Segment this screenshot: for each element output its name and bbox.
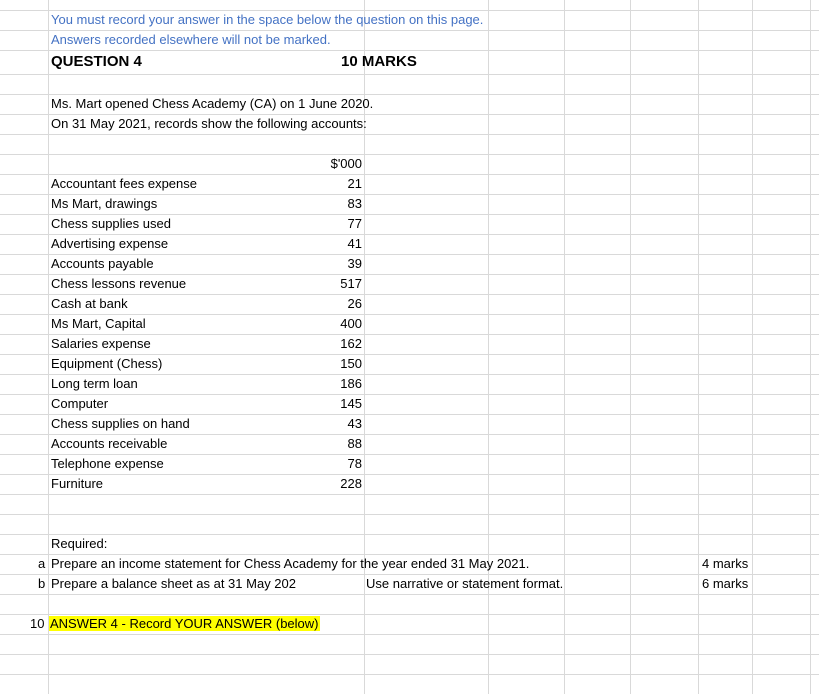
account-value: 150 (340, 356, 362, 371)
notice-line-1: You must record your answer in the space below the question on this page. (51, 12, 484, 27)
unit-header: $'000 (330, 156, 362, 171)
account-name: Furniture (51, 476, 104, 491)
account-name: Salaries expense (51, 336, 151, 351)
account-value: 88 (347, 436, 362, 451)
account-name: Accounts payable (51, 256, 154, 271)
account-value: 43 (347, 416, 362, 431)
part-b-format-note: Use narrative or statement format. (366, 576, 564, 591)
answer-label: ANSWER 4 - Record YOUR ANSWER (below) (50, 616, 319, 631)
account-name: Chess supplies used (51, 216, 171, 231)
account-name: Accounts receivable (51, 436, 168, 451)
account-name: Ms Mart, drawings (51, 196, 158, 211)
account-value: 186 (340, 376, 362, 391)
part-b-text: Prepare a balance sheet as at 31 May 202 (51, 576, 296, 591)
answer-number: 10 (30, 616, 45, 631)
account-value: 39 (347, 256, 362, 271)
account-value: 21 (347, 176, 362, 191)
question-title: QUESTION 4 (51, 53, 142, 70)
notice-line-2: Answers recorded elsewhere will not be marked. (51, 32, 331, 47)
part-a-text: Prepare an income statement for Chess Academy for the year ended 31 May 2021. (51, 556, 530, 571)
account-value: 78 (347, 456, 362, 471)
account-name: Chess lessons revenue (51, 276, 187, 291)
account-name: Accountant fees expense (51, 176, 197, 191)
question-marks: 10 MARKS (341, 53, 417, 70)
account-value: 400 (340, 316, 362, 331)
account-name: Long term loan (51, 376, 138, 391)
account-value: 77 (347, 216, 362, 231)
account-name: Ms Mart, Capital (51, 316, 146, 331)
required-label: Required: (51, 536, 108, 551)
part-b-marks: 6 marks (702, 576, 749, 591)
account-name: Telephone expense (51, 456, 164, 471)
account-value: 41 (347, 236, 362, 251)
account-name: Computer (51, 396, 109, 411)
intro-line-2: On 31 May 2021, records show the following accounts: (51, 116, 367, 131)
intro-line-1: Ms. Mart opened Chess Academy (CA) on 1 June 2020. (51, 96, 374, 111)
account-value: 228 (340, 476, 362, 491)
account-value: 83 (347, 196, 362, 211)
account-name: Cash at bank (51, 296, 128, 311)
account-name: Advertising expense (51, 236, 169, 251)
account-value: 162 (340, 336, 362, 351)
account-value: 517 (340, 276, 362, 291)
account-name: Equipment (Chess) (51, 356, 163, 371)
part-b-letter: b (38, 576, 46, 591)
part-a-marks: 4 marks (702, 556, 749, 571)
account-name: Chess supplies on hand (51, 416, 190, 431)
account-value: 26 (347, 296, 362, 311)
account-value: 145 (340, 396, 362, 411)
part-a-letter: a (38, 556, 46, 571)
